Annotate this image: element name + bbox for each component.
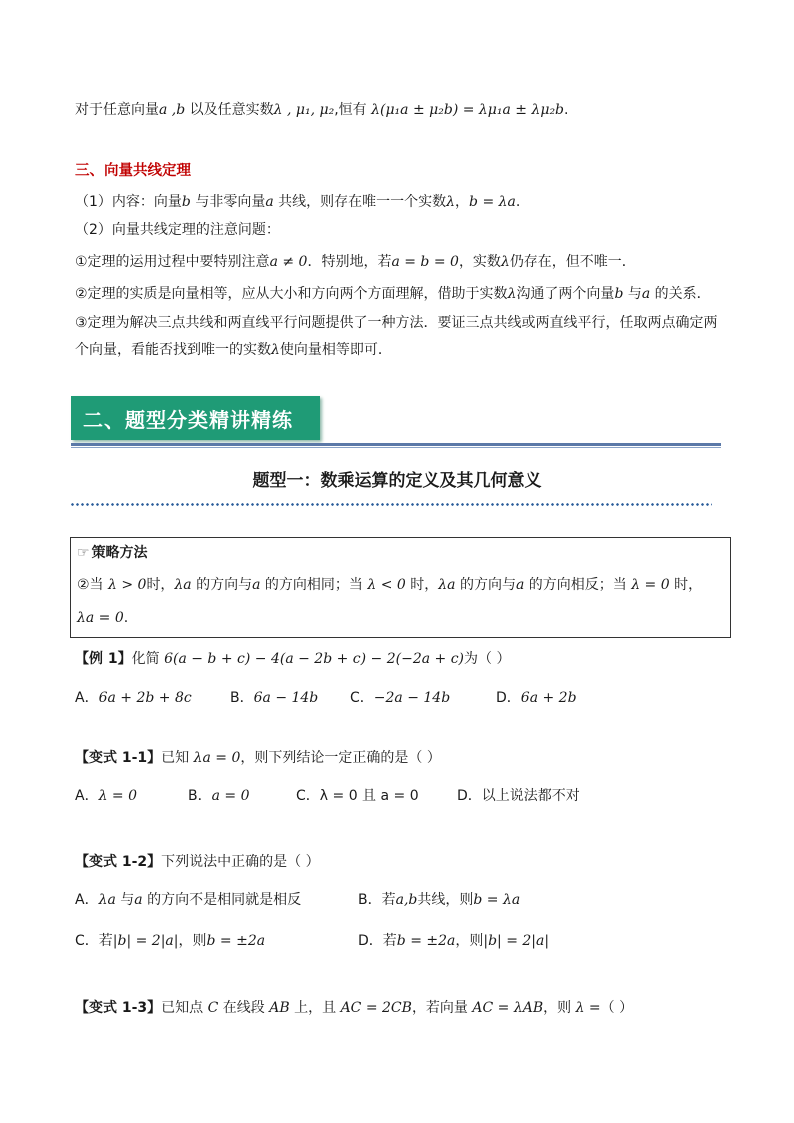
- note1-text-c: ，实数: [458, 254, 501, 270]
- ex1-option-a[interactable]: [75, 688, 192, 708]
- item1-sep: ，: [455, 194, 470, 210]
- variant-1-1-label: 【变式 1-1】: [75, 750, 162, 766]
- option-key: D．: [358, 933, 383, 949]
- option-text: 6a − 14b: [253, 690, 319, 706]
- v11-option-d[interactable]: [457, 786, 580, 806]
- item1-prefix: （1）内容：向量: [75, 194, 182, 210]
- v11-option-c[interactable]: [296, 786, 419, 806]
- s-formula-3: a: [252, 577, 261, 593]
- s-text-f: 的方向与: [455, 577, 516, 593]
- v13-text: ，则: [543, 1000, 576, 1016]
- s-text-d: 的方向相同；当: [260, 577, 368, 593]
- s-text-a: ②当: [77, 577, 109, 593]
- strategy-line-2: [77, 610, 128, 626]
- note2-vector-a: a: [641, 286, 651, 302]
- s-text-g: 的方向相反；当: [524, 577, 632, 593]
- item1-vector-a: a: [265, 194, 274, 210]
- intro-mid2: ,恒有: [334, 102, 372, 118]
- banner-rule: [71, 443, 721, 446]
- dotted-divider: [70, 503, 712, 506]
- intro-line: [75, 100, 568, 120]
- strategy-box: [70, 537, 731, 638]
- option-text: 6a + 2b: [520, 690, 577, 706]
- variant-1-1-question: [75, 748, 441, 768]
- v13-text: ，若向量: [411, 1000, 473, 1016]
- note1-text-b: ．特别地，若: [307, 254, 392, 270]
- option-text: λ = 0 且 a = 0: [319, 788, 419, 804]
- variant-1-3-label: 【变式 1-3】: [75, 1000, 162, 1016]
- item1-end: .: [515, 194, 521, 210]
- v13-text: （ ）: [600, 1000, 634, 1016]
- type1-title: 题型一：数乘运算的定义及其几何意义: [252, 471, 542, 491]
- example-1-expression: 6(a − b + c) − 4(a − 2b + c) − 2(−2a + c): [164, 651, 465, 667]
- intro-vectors: a ,b: [159, 102, 186, 118]
- intro-formula: λ(μ₁a ± μ₂b) = λμ₁a ± λμ₂b: [371, 102, 565, 118]
- option-formula: |b| = 2|a|: [483, 933, 550, 949]
- option-text: 若: [381, 892, 396, 908]
- option-text: λ = 0: [98, 788, 137, 804]
- v12-option-a[interactable]: [75, 890, 301, 910]
- intro-scalars: λ , μ₁, μ₂: [273, 102, 335, 118]
- v11-option-a[interactable]: [75, 786, 137, 806]
- v13-text: 上，且: [289, 1000, 341, 1016]
- s-text-e: 时，: [405, 577, 439, 593]
- option-key: D．: [457, 788, 482, 804]
- s-formula-8: λa = 0: [77, 610, 124, 626]
- s-formula-2: λa: [174, 577, 192, 593]
- note-3-line-1: ③定理为解决三点共线和两直线平行问题提供了一种方法．要证三点共线或两直线平行，任取两点确定两: [75, 315, 718, 331]
- section3-heading: 三、向量共线定理: [75, 163, 191, 179]
- option-key: A．: [75, 690, 99, 706]
- ex1-option-d[interactable]: [496, 688, 577, 708]
- option-text: 共线，则: [417, 892, 474, 908]
- note-2: [75, 284, 711, 304]
- v13-formula: AB: [269, 1000, 290, 1016]
- option-text: 与: [115, 892, 135, 908]
- item1-mid: 与非零向量: [190, 194, 266, 210]
- note2-text-a: ②定理的实质是向量相等，应从大小和方向两个方面理解，借助于实数: [75, 286, 508, 302]
- v13-formula: λ =: [575, 1000, 601, 1016]
- option-key: C．: [75, 933, 99, 949]
- strategy-line-1: [77, 574, 702, 594]
- option-text: ，则: [455, 933, 484, 949]
- option-key: D．: [496, 690, 521, 706]
- note1-text-a: ①定理的运用过程中要特别注意: [75, 254, 270, 270]
- option-key: A．: [75, 788, 99, 804]
- example-1-label: 【例 1】: [75, 651, 132, 667]
- banner-rule-thin: [71, 447, 721, 448]
- note3-text-a: 个向量，看能否找到唯一的实数: [75, 342, 271, 358]
- intro-prefix: 对于任意向量: [75, 102, 159, 118]
- option-key: B．: [230, 690, 254, 706]
- note2-lambda: λ: [507, 286, 517, 302]
- v13-formula: C: [207, 1000, 219, 1016]
- strategy-title: 策略方法: [91, 545, 148, 561]
- intro-end: .: [564, 102, 569, 118]
- item1-vector-b: b: [181, 194, 191, 210]
- s-end: .: [123, 610, 129, 626]
- option-key: B．: [188, 788, 212, 804]
- strategy-heading: [77, 542, 148, 562]
- variant-1-2-question: [75, 852, 320, 872]
- option-text: ，则: [178, 933, 207, 949]
- v12-option-d[interactable]: [358, 931, 549, 951]
- v13-text: 在线段: [218, 1000, 270, 1016]
- s-formula-4: λ < 0: [367, 577, 406, 593]
- note-1: [75, 252, 636, 272]
- s-text-b: 时，: [146, 577, 175, 593]
- s-formula-7: λ = 0: [631, 577, 670, 593]
- option-text: 以上说法都不对: [481, 788, 580, 804]
- option-formula: a: [134, 892, 143, 908]
- v12-option-b[interactable]: [358, 890, 520, 910]
- note-3-line-2: [75, 340, 392, 360]
- pointing-hand-icon: ☞: [77, 545, 90, 561]
- option-text: 6a + 2b + 8c: [98, 690, 192, 706]
- note2-text-b: 沟通了两个向量: [516, 286, 615, 302]
- option-text: 若: [382, 933, 397, 949]
- option-text: 若: [98, 933, 113, 949]
- option-key: C．: [296, 788, 320, 804]
- ex1-option-c[interactable]: [350, 688, 450, 708]
- v13-text: 已知点: [161, 1000, 208, 1016]
- v11-option-b[interactable]: [188, 786, 250, 806]
- section3-item2: （2）向量共线定理的注意问题：: [75, 222, 280, 238]
- variant-1-1-prompt: 已知: [161, 750, 194, 766]
- item1-lambda: λ: [446, 194, 456, 210]
- note2-text-d: 的关系．: [650, 286, 711, 302]
- v13-formula: AC = 2CB: [340, 1000, 412, 1016]
- s-formula-6: a: [515, 577, 525, 593]
- intro-mid: 以及任意实数: [185, 102, 274, 118]
- option-key: B．: [358, 892, 382, 908]
- variant-1-3-question: [75, 998, 633, 1018]
- variant-1-1-expression: λa = 0: [193, 750, 241, 766]
- option-formula: b = ±2a: [396, 933, 456, 949]
- s-text-h: 时，: [669, 577, 703, 593]
- option-formula: b = ±2a: [206, 933, 266, 949]
- option-formula: |b| = 2|a|: [112, 933, 179, 949]
- note3-lambda: λ: [271, 342, 280, 358]
- option-text: 的方向不是相同就是相反: [142, 892, 302, 908]
- v13-formula: AC = λAB: [472, 1000, 544, 1016]
- option-key: C．: [350, 690, 374, 706]
- note2-text-c: 与: [623, 286, 642, 302]
- variant-1-2-label: 【变式 1-2】: [75, 854, 162, 870]
- note1-lambda: λ: [500, 254, 510, 270]
- option-formula: λa: [98, 892, 116, 908]
- s-formula-1: λ > 0: [108, 577, 147, 593]
- s-text-c: 的方向与: [191, 577, 253, 593]
- ex1-option-b[interactable]: [230, 688, 318, 708]
- note1-text-d: 仍存在，但不唯一．: [509, 254, 636, 270]
- note2-vector-b: b: [614, 286, 624, 302]
- example-1-question: [75, 649, 510, 669]
- example-1-prompt: 化简: [131, 651, 165, 667]
- example-1-tail: 为（ ）: [464, 651, 511, 667]
- variant-1-1-tail: ，则下列结论一定正确的是（ ）: [240, 750, 441, 766]
- section-banner: [71, 396, 320, 440]
- item1-formula: b = λa: [469, 194, 516, 210]
- note3-text-b: 使向量相等即可．: [279, 342, 392, 358]
- item1-mid2: 共线，则存在唯一一个实数: [273, 194, 447, 210]
- option-key: A．: [75, 892, 99, 908]
- variant-1-2-prompt: 下列说法中正确的是（ ）: [161, 854, 320, 870]
- option-formula: b = λa: [473, 892, 521, 908]
- section3-item1: [75, 192, 520, 212]
- option-text: −2a − 14b: [373, 690, 451, 706]
- banner-title: 二、题型分类精讲精练: [83, 408, 293, 432]
- option-formula: a,b: [395, 892, 418, 908]
- note1-formula-1: a ≠ 0: [269, 254, 308, 270]
- option-text: a = 0: [211, 788, 250, 804]
- v12-option-c[interactable]: [75, 931, 265, 951]
- s-formula-5: λa: [438, 577, 456, 593]
- note1-formula-2: a = b = 0: [391, 254, 459, 270]
